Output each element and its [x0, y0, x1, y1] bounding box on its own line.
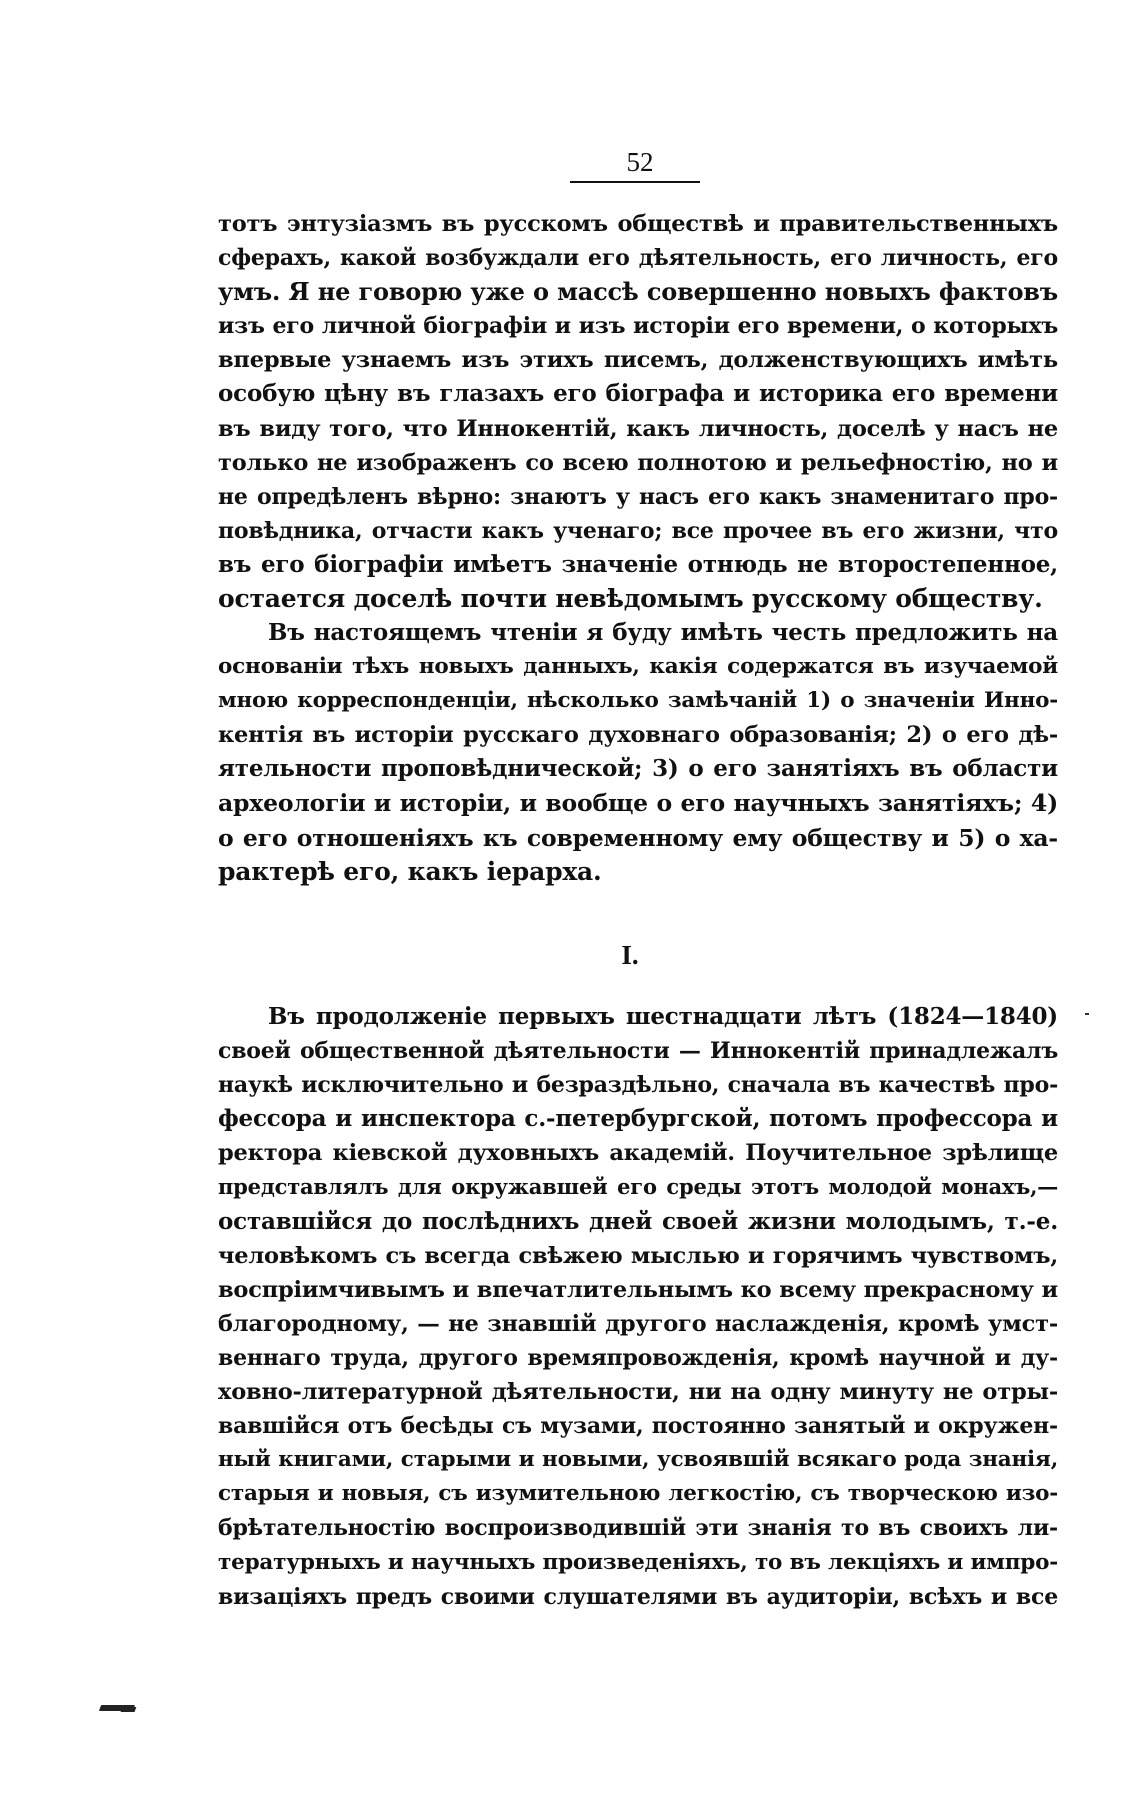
- text-line: оставшійся до послѣднихъ дней своей жизни молодымъ, т.-е.: [218, 1207, 1058, 1235]
- text-line: ховно-литературной дѣятельности, ни на одну минуту не отры-: [218, 1379, 1058, 1406]
- text-line: ятельности проповѣднической; 3) о его занятіяхъ въ области: [218, 755, 1058, 783]
- text-line: фессора и инспектора с.-петербургской, потомъ профессора и: [218, 1105, 1058, 1133]
- text-line: веннаго труда, другого времяпровожденія, кромѣ научной и ду-: [218, 1344, 1058, 1371]
- text-line: о его отношеніяхъ къ современному ему обществу и 5) о ха-: [218, 823, 1058, 852]
- page-number-rule: [570, 181, 700, 183]
- text-line: Въ продолженіе первыхъ шестнадцати лѣтъ (1824—1840): [268, 1003, 1058, 1030]
- text-line: тературныхъ и научныхъ произведеніяхъ, то въ лекціяхъ и импро-: [218, 1549, 1058, 1575]
- text-line: не опредѣленъ вѣрно: знаютъ у насъ его какъ знаменитаго про-: [218, 483, 1058, 510]
- scan-mark: [99, 1705, 135, 1711]
- text-line: представлялъ для окружавшей его среды этотъ молодой монахъ,—: [218, 1174, 1058, 1200]
- text-line: въ его біографіи имѣетъ значеніе отнюдь не второстепенное,: [218, 550, 1058, 578]
- text-line: брѣтательностію воспроизводившій эти знанія то въ своихъ ли-: [218, 1515, 1058, 1542]
- text-line: остается доселѣ почти невѣдомымъ русскому обществу.: [218, 584, 1043, 614]
- text-line: тотъ энтузіазмъ въ русскомъ обществѣ и правительственныхъ: [218, 211, 1058, 237]
- text-line: наукѣ исключительно и безраздѣльно, сначала въ качествѣ про-: [218, 1072, 1058, 1099]
- text-line: впервые узнаемъ изъ этихъ писемъ, долженствующихъ имѣть: [218, 347, 1058, 374]
- text-line: въ виду того, что Иннокентій, какъ личность, доселѣ у насъ не: [218, 415, 1058, 442]
- text-line: мною корреспонденціи, нѣсколько замѣчаній 1) о значеніи Инно-: [218, 688, 1058, 714]
- text-line: ный книгами, старыми и новыми, усвоявшій всякаго рода знанія,: [218, 1447, 1058, 1473]
- text-line: ректора кіевской духовныхъ академій. Поучительное зрѣлище: [218, 1140, 1058, 1167]
- text-line: изъ его личной біографіи и изъ исторіи его времени, о которыхъ: [218, 313, 1058, 340]
- text-line: визаціяхъ предъ своими слушателями въ аудиторіи, всѣхъ и все: [218, 1583, 1058, 1610]
- text-line: только не изображенъ со всею полнотою и рельефностію, но и: [218, 449, 1058, 476]
- text-line: человѣкомъ съ всегда свѣжею мыслью и горячимъ чувствомъ,: [218, 1242, 1058, 1269]
- page-number: 52: [626, 147, 654, 177]
- text-line: вавшійся отъ бесѣды съ музами, постоянно занятый и окружен-: [218, 1413, 1058, 1440]
- text-line: повѣдника, отчасти какъ ученаго; все прочее въ его жизни, что: [218, 517, 1058, 544]
- text-line: сферахъ, какой возбуждали его дѣятельность, его личность, его: [218, 245, 1058, 272]
- text-line: кентія въ исторіи русскаго духовнаго образованія; 2) о его дѣ-: [218, 722, 1058, 749]
- text-line: благородному, — не знавшій другого наслажденія, кромѣ умст-: [218, 1310, 1058, 1337]
- text-line: рактерѣ его, какъ іерарха.: [218, 856, 602, 886]
- text-line: Въ настоящемъ чтеніи я буду имѣть честь предложить на: [268, 619, 1058, 646]
- text-line: старыя и новыя, съ изумительною легкостію, съ творческою изо-: [218, 1481, 1058, 1507]
- paragraph-1: [218, 207, 1058, 616]
- text-line: умъ. Я не говорю уже о массѣ совершенно новыхъ фактовъ: [218, 277, 1058, 307]
- text-line: основаніи тѣхъ новыхъ данныхъ, какія содержатся въ изучаемой: [218, 654, 1058, 680]
- text-line: особую цѣну въ глазахъ его біографа и историка его времени: [218, 380, 1058, 408]
- text-line: своей общественной дѣятельности — Иннокентій принадлежалъ: [218, 1038, 1058, 1065]
- text-line: археологіи и исторіи, и вообще о его научныхъ занятіяхъ; 4): [218, 789, 1058, 818]
- paragraph-2: [218, 616, 1058, 889]
- section-heading: I.: [621, 940, 639, 970]
- margin-dot: [1085, 1013, 1089, 1015]
- paragraph-3: [218, 1000, 1058, 1614]
- text-line: воспріимчивымъ и впечатлительнымъ ко всему прекрасному и: [218, 1276, 1058, 1303]
